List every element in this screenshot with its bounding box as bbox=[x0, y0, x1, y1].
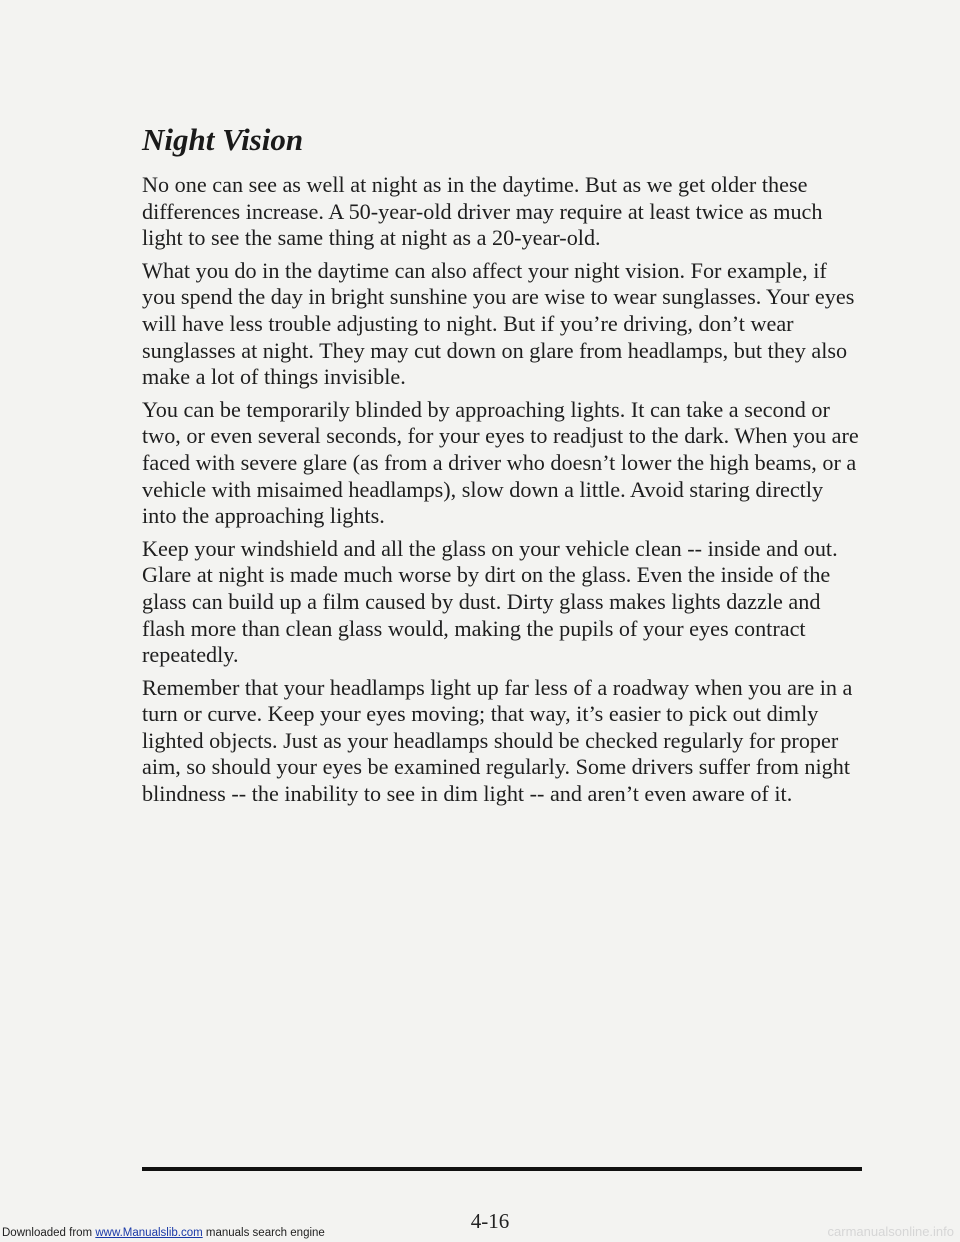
paragraph-5: Remember that your headlamps light up far less of a roadway when you are in a turn or curve. Keep your eyes moving; that way, it’s easier to pick out dimly lighted objects. Just as your headlamps should be checked regularly for proper aim, so should your eyes be examined regularly. Some drivers suffer from night blindness -- the inability to see in dim light -- and aren’t even aware of it. bbox=[142, 674, 853, 807]
section-title: Night Vision bbox=[142, 122, 304, 157]
body-text bbox=[142, 172, 862, 814]
watermark: carmanualsonline.info bbox=[827, 1224, 954, 1239]
paragraph-2: What you do in the daytime can also affect your night vision. For example, if you spend the day in bright sunshine you are wise to wear sunglasses. Your eyes will have less trouble adjusting to night. But if you’re driving, don’t wear sunglasses at night. They may cut down on glare from headlamps, but they also make a lot of things invisible. bbox=[142, 257, 855, 390]
manualslib-link[interactable]: www.Manualslib.com bbox=[95, 1227, 203, 1239]
footer-rule bbox=[142, 1167, 862, 1171]
page-number: 4-16 bbox=[470, 1209, 510, 1233]
banner-prefix: Downloaded from bbox=[2, 1227, 96, 1239]
paragraph-3: You can be temporarily blinded by approaching lights. It can take a second or two, or even several seconds, for your eyes to readjust to the dark. When you are faced with severe glare (as from a driver who doesn’t lower the high beams, or a vehicle with misaimed headlamps), slow down a little. Avoid staring directly into the approaching lights. bbox=[142, 396, 859, 529]
banner-suffix: manuals search engine bbox=[202, 1227, 325, 1239]
paragraph-1: No one can see as well at night as in the daytime. But as we get older these differences increase. A 50-year-old driver may require at least twice as much light to see the same thing at night as a 20-year-old. bbox=[142, 172, 823, 251]
paragraph-4: Keep your windshield and all the glass on your vehicle clean -- inside and out. Glare at night is made much worse by dirt on the glass. Even the inside of the glass can build up a film caused by dust. Dirty glass makes lights dazzle and flash more than clean glass would, making the pupils of your eyes contract repeatedly. bbox=[142, 535, 838, 668]
download-banner bbox=[2, 1226, 325, 1240]
